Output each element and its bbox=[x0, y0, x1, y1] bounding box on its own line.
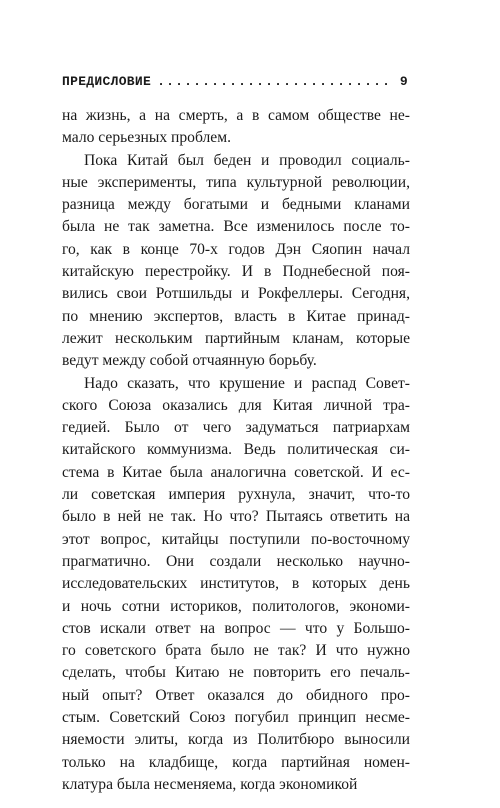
text-line: лежит нескольким партийным кланам, которые bbox=[62, 329, 410, 347]
body-text bbox=[62, 105, 410, 796]
text-line: Пока Китай был беден и проводил социаль- bbox=[84, 151, 410, 169]
text-line: стов искали ответ на вопрос — что у Большо- bbox=[62, 619, 410, 637]
text-line: клатура была несменяема, когда экономикой bbox=[62, 775, 358, 793]
running-header bbox=[62, 74, 408, 94]
text-line: Надо сказать, что крушение и распад Совет- bbox=[84, 374, 410, 392]
text-line: была не так заметна. Все изменилось после то- bbox=[62, 218, 410, 236]
text-line: ный опыт? Ответ оказался до обидного про- bbox=[62, 686, 410, 704]
chapter-title: ПРЕДИСЛОВИЕ bbox=[62, 74, 152, 89]
text-line: по мнению экспертов, власть в Китае принад- bbox=[62, 307, 410, 325]
text-line: исследовательских институтов, в которых день bbox=[62, 575, 410, 593]
text-line: вились свои Ротшильды и Рокфеллеры. Сегодня, bbox=[62, 285, 410, 303]
text-line: го советского брата было не так? И что нужно bbox=[62, 642, 410, 660]
page-number: 9 bbox=[399, 74, 408, 89]
text-line: только на кладбище, когда партийная номен- bbox=[62, 753, 410, 771]
text-line: на жизнь, а на смерть, а в самом обществе не- bbox=[62, 107, 410, 124]
text-line: прагматично. Они создали несколько научно- bbox=[62, 552, 410, 570]
paragraph bbox=[62, 150, 410, 373]
text-line: ведут между собой отчаянную борьбу. bbox=[62, 352, 317, 370]
paragraph bbox=[62, 373, 410, 797]
text-line: няемости элиты, когда из Политбюро выносили bbox=[62, 731, 410, 749]
text-line: разница между богатыми и бедными кланами bbox=[62, 196, 410, 214]
text-line: ные эксперименты, типа культурной революции, bbox=[62, 173, 410, 191]
text-line: ского Союза оказались для Китая личной тра- bbox=[62, 396, 410, 414]
text-line: сделать, чтобы Китаю не повторить его печаль- bbox=[62, 664, 410, 682]
text-line: и ночь сотни историков, политологов, экономи- bbox=[62, 597, 410, 615]
text-line: было в ней не так. Но что? Пытаясь ответить на bbox=[62, 508, 410, 526]
leader-dots bbox=[157, 74, 394, 89]
text-line: го, как в конце 70-х годов Дэн Сяопин начал bbox=[62, 240, 410, 258]
text-line: стема в Китае была аналогична советской. И ес- bbox=[62, 463, 410, 481]
text-line: китайского коммунизма. Ведь политическая си- bbox=[62, 441, 410, 459]
text-line: ли советская империя рухнула, значит, что-то bbox=[62, 486, 410, 504]
text-line: мало серьезных проблем. bbox=[62, 129, 231, 147]
text-line: этот вопрос, китайцы поступили по-восточному bbox=[62, 530, 410, 548]
text-line: стым. Советский Союз погубил принцип несме- bbox=[62, 709, 410, 727]
text-line: гедией. Было от чего задуматься патриархам bbox=[62, 419, 410, 437]
paragraph bbox=[62, 105, 410, 150]
text-line: китайскую перестройку. И в Поднебесной поя- bbox=[62, 263, 410, 281]
